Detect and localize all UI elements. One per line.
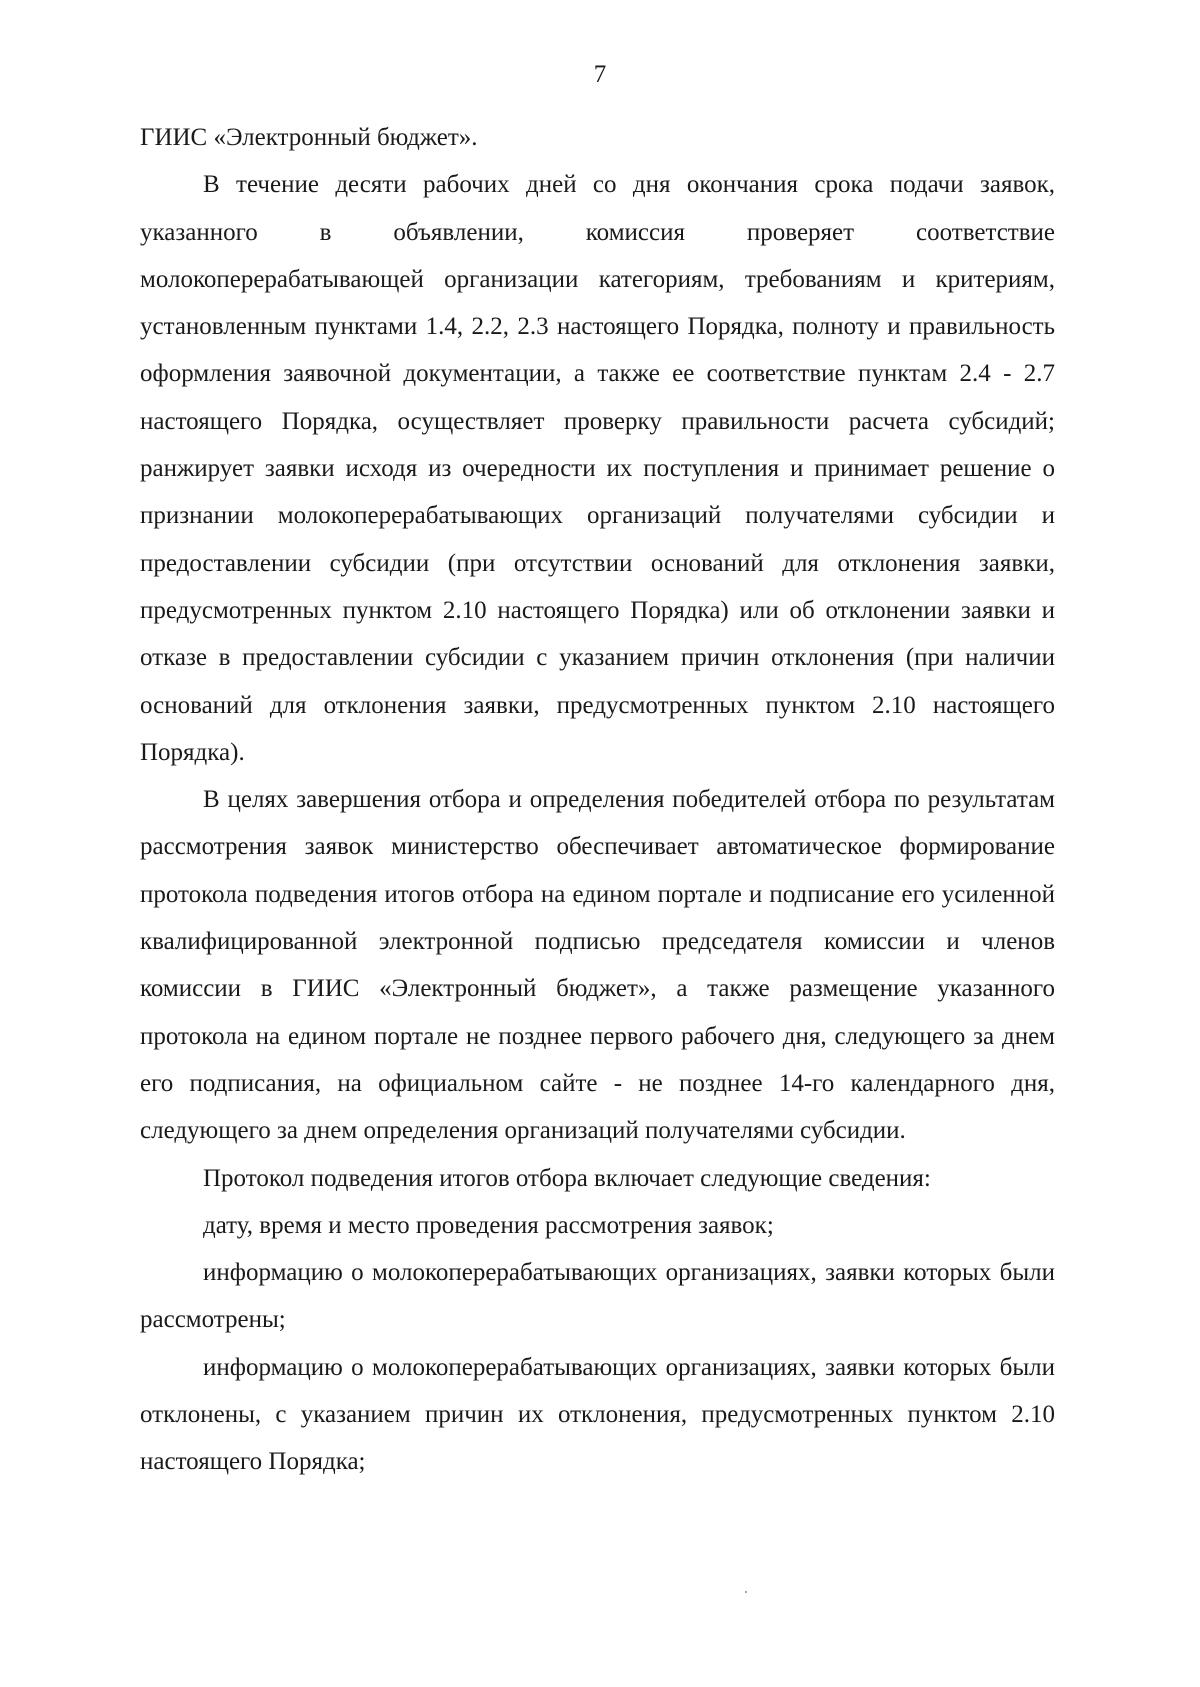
list-item-reviewed-organizations: информацию о молокоперерабатывающих организациях, заявки которых были рассмотрены; [140, 1259, 1055, 1334]
paragraph-continuation: ГИИС «Электронный бюджет». [140, 124, 478, 151]
scan-artifact-dot [745, 1591, 747, 1593]
page-number: 7 [593, 61, 607, 88]
document-body [140, 114, 1055, 1486]
list-item-rejected-organizations: информацию о молокоперерабатывающих организациях, заявки которых были отклонены, с указанием причин их отклонения, предусмотренных пунктом 2.10 настоящего Порядка; [140, 1353, 1055, 1476]
list-item-date-time-place: дату, время и место проведения рассмотрения заявок; [203, 1211, 774, 1239]
paragraph-protocol-formation: В целях завершения отбора и определения победителей отбора по результатам рассмотрения заявок министерство обеспечивает автоматическое формирование протокола подведения итогов отбора на едином портале и подписание его усиленной квалифицированной электронной подписью председателя комиссии и членов комиссии в ГИИС «Электронный бюджет», а также размещение указанного протокола на едином портале не позднее первого рабочего дня, следующего за днем его подписания, на официальном сайте - не позднее 14-го календарного дня, следующего за днем определения организаций получателями субсидии. [140, 786, 1055, 1145]
paragraph-protocol-contents: Протокол подведения итогов отбора включает следующие сведения: [203, 1164, 931, 1192]
paragraph-review-procedure: В течение десяти рабочих дней со дня окончания срока подачи заявок, указанного в объявлении, комиссия проверяет соответствие молокоперерабатывающей организации категориям, требованиям и критериям, установленным пунктами 1.4, 2.2, 2.3 настоящего Порядка, полноту и правильность оформления заявочной документации, а также ее соответствие пунктам 2.4 - 2.7 настоящего Порядка, осуществляет проверку правильности расчета субсидий; ранжирует заявки исходя из очередности их поступления и принимает решение о признании молокоперерабатывающих организаций получателями субсидии и предоставлении субсидии (при отсутствии оснований для отклонения заявки, предусмотренных пунктом 2.10 настоящего Порядка) или об отклонении заявки и отказе в предоставлении субсидии с указанием причин отклонения (при наличии оснований для отклонения заявки, предусмотренных пунктом 2.10 настоящего Порядка). [140, 171, 1055, 766]
